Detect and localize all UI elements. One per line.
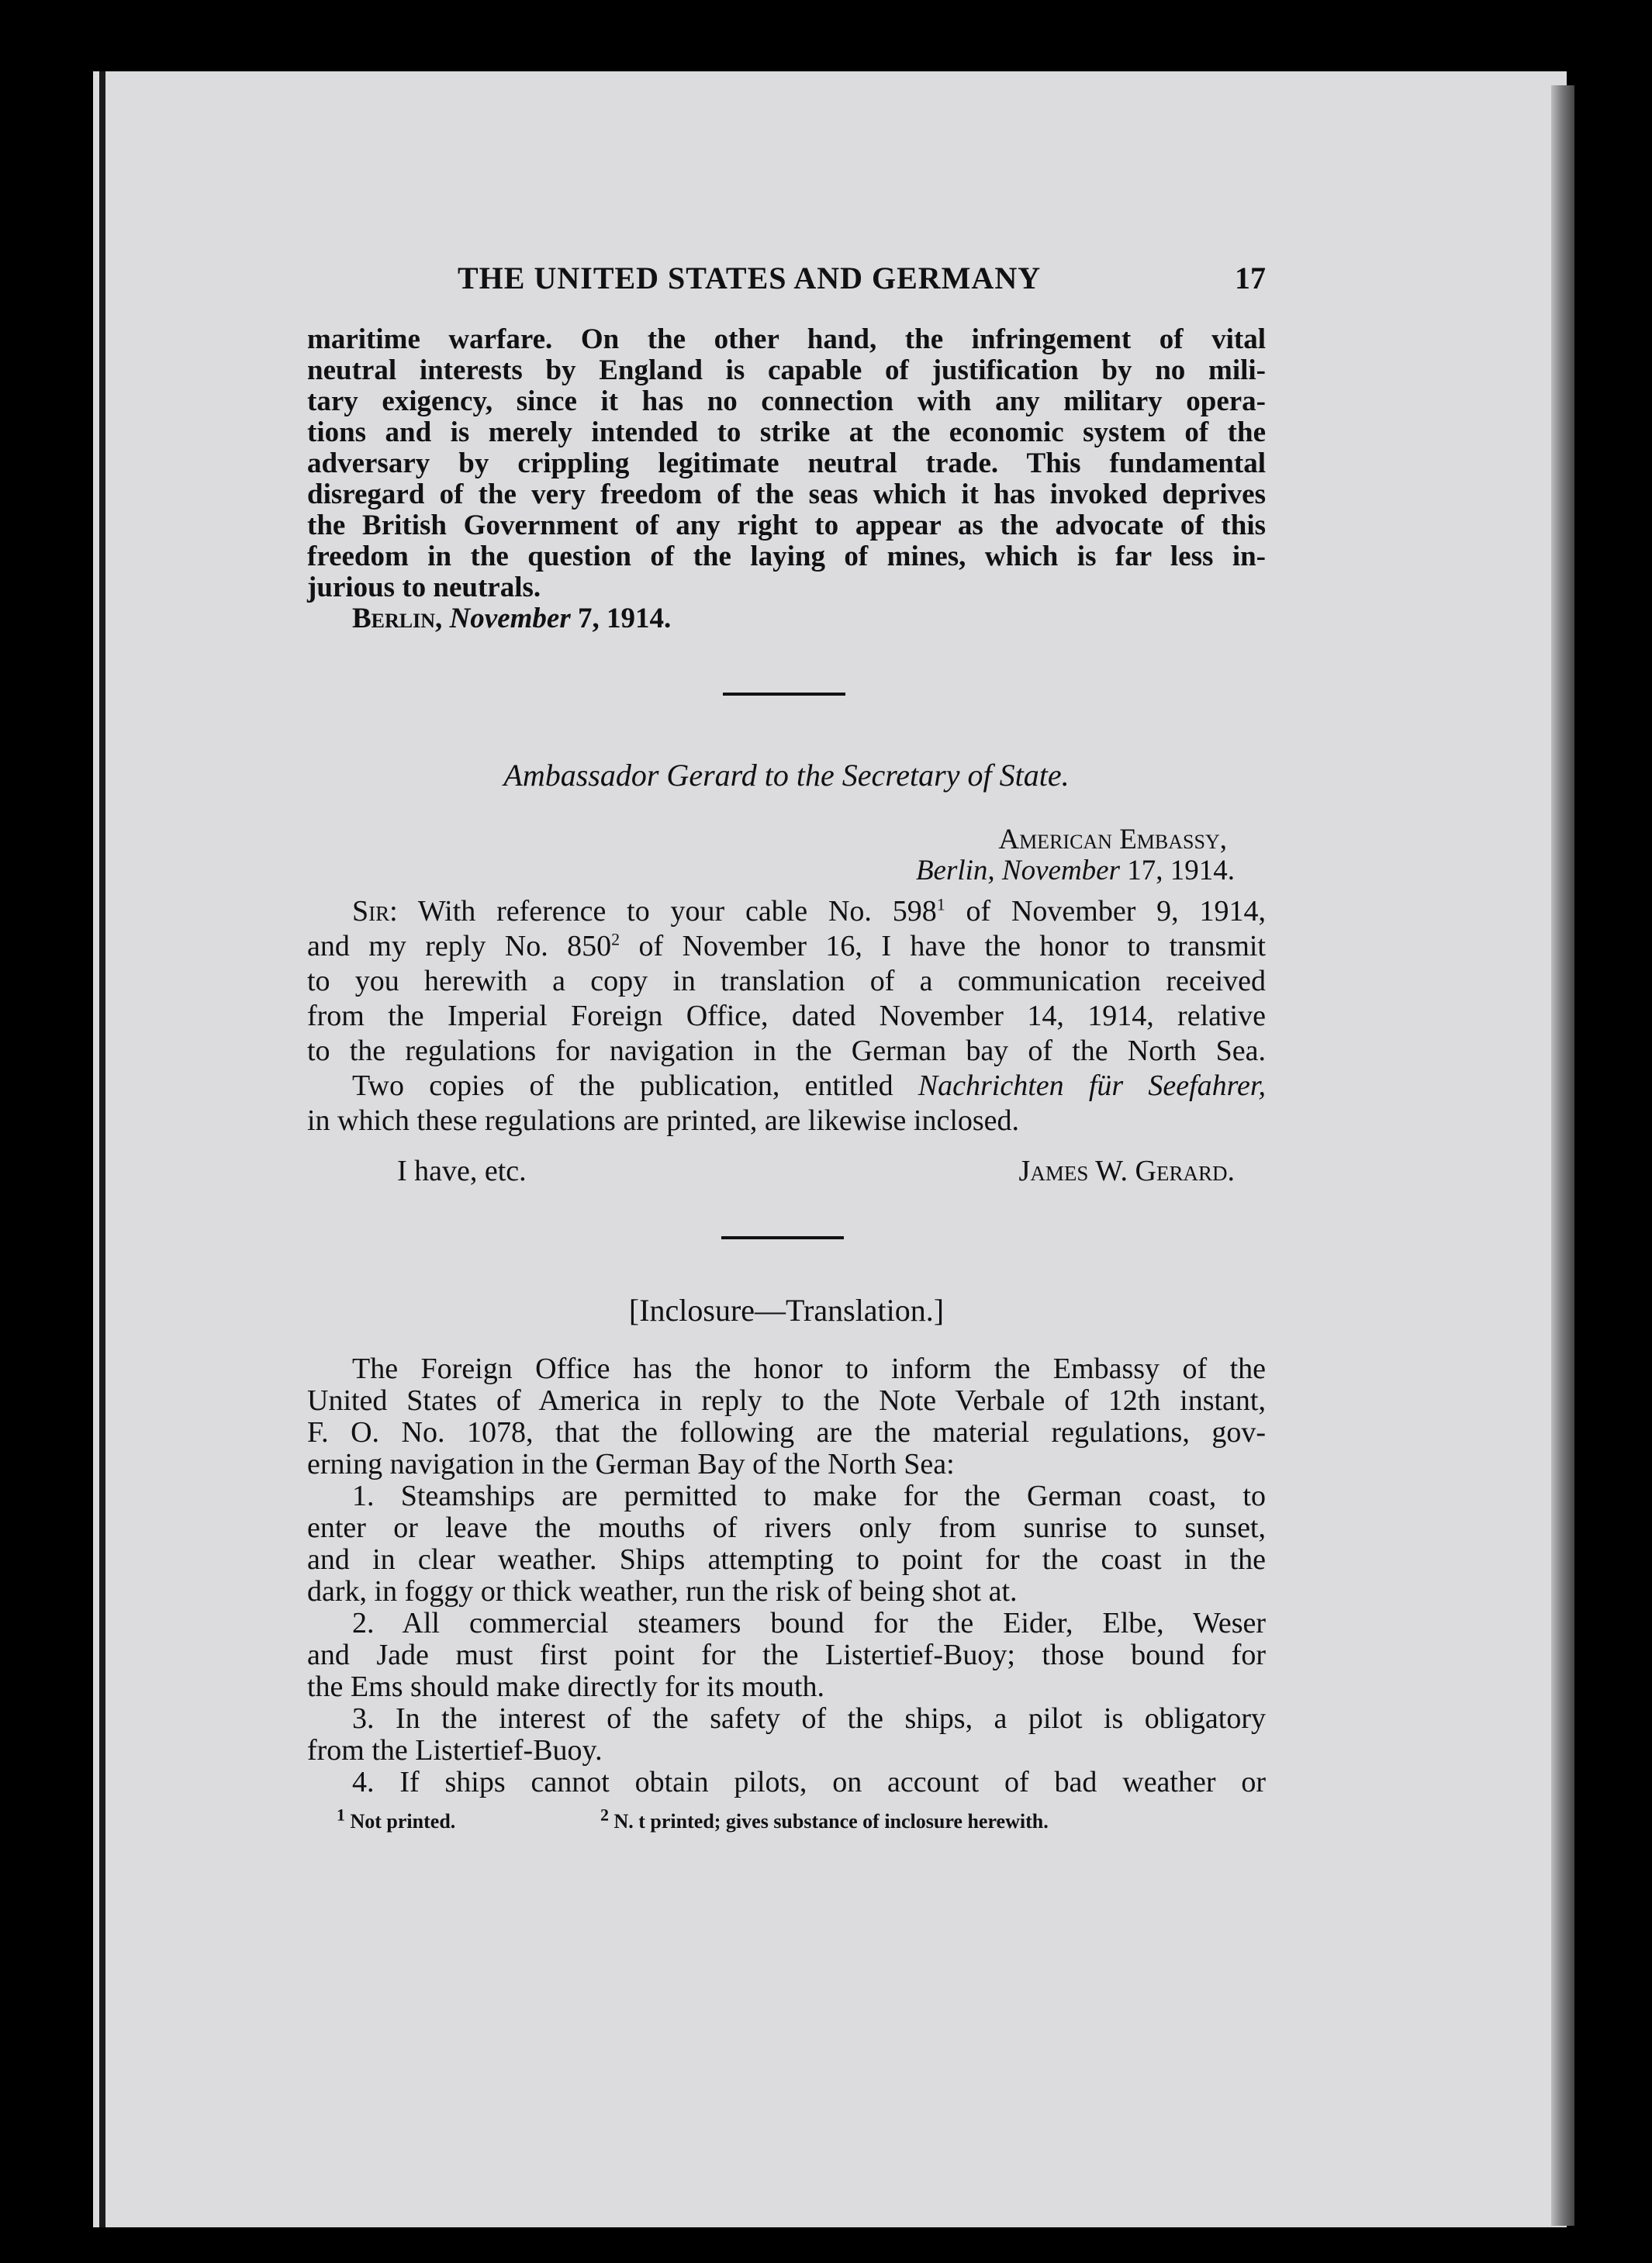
address-city: Berlin, xyxy=(915,855,995,886)
footnote-text: N. t printed; gives substance of inclosure herewith. xyxy=(609,1810,1049,1833)
text-line: 3. In the interest of the safety of the ships, a pilot is obligatory xyxy=(352,1702,1266,1735)
footnote-ref: 2 xyxy=(611,929,620,949)
letter-heading: Ambassador Gerard to the Secretary of State. xyxy=(503,758,1070,793)
salutation: Sir: xyxy=(352,895,398,928)
text-line: The Foreign Office has the honor to inform the Embassy of the xyxy=(352,1353,1266,1385)
text-line: the Ems should make directly for its mouth. xyxy=(307,1670,825,1703)
text-line: adversary by crippling legitimate neutral trade. This fundamental xyxy=(307,447,1266,479)
dateline-month: November xyxy=(449,603,571,634)
text-line: and Jade must first point for the Listertief-Buoy; those bound for xyxy=(307,1639,1266,1671)
address-date: 17, 1914. xyxy=(1120,855,1235,886)
text-line: maritime warfare. On the other hand, the infringement of vital xyxy=(307,323,1266,355)
footnote-text: Not printed. xyxy=(345,1810,456,1833)
dateline xyxy=(307,603,671,634)
inclosure-heading: [Inclosure—Translation.] xyxy=(628,1293,945,1328)
footnote-ref: 1 xyxy=(936,894,945,914)
text-line: from the Listertief-Buoy. xyxy=(307,1734,603,1767)
text-line: tary exigency, since it has no connection with any military opera- xyxy=(307,385,1266,417)
text-run: of November 9, 1914, xyxy=(945,895,1266,928)
text-run: With reference to your cable No. 598 xyxy=(397,895,937,928)
address-block xyxy=(307,824,1266,886)
text-line: United States of America in reply to the Note Verbale of 12th instant, xyxy=(307,1384,1266,1417)
address-dateline xyxy=(307,855,1235,886)
text-run: Two copies of the publication, entitled xyxy=(352,1069,918,1102)
text-line: tions and is merely intended to strike at the economic system of the xyxy=(307,416,1266,448)
inclosure-body xyxy=(307,1353,1266,1798)
page-edge xyxy=(1551,85,1574,2226)
text-line: 1. Steamships are permitted to make for the German coast, to xyxy=(352,1480,1266,1512)
text-line xyxy=(307,929,1266,964)
text-run: of November 16, I have the honor to transmit xyxy=(620,930,1266,962)
closing-line xyxy=(307,1156,1266,1187)
embassy-name: American Embassy, xyxy=(998,824,1227,855)
text-line: jurious to neutrals. xyxy=(307,572,541,603)
text-line: and in clear weather. Ships attempting to point for the coast in the xyxy=(307,1543,1266,1576)
page-number: 17 xyxy=(1235,261,1266,295)
text-line: in which these regulations are printed, are likewise inclosed. xyxy=(307,1104,1020,1137)
signature: James W. Gerard. xyxy=(1018,1155,1235,1187)
text-line: from the Imperial Foreign Office, dated November 14, 1914, relative xyxy=(307,1000,1266,1032)
running-header xyxy=(310,260,1266,299)
closing: I have, etc. xyxy=(397,1155,527,1187)
text-line: disregard of the very freedom of the seas which it has invoked deprives xyxy=(307,479,1266,510)
text-line: F. O. No. 1078, that the following are the material regulations, gov- xyxy=(307,1416,1266,1449)
footnote-mark: 2 xyxy=(600,1805,609,1825)
footnote-mark: 1 xyxy=(337,1805,345,1825)
text-line xyxy=(307,1069,1266,1104)
publication-title: Nachrichten für Seefahrer, xyxy=(918,1069,1266,1102)
text-line: 2. All commercial steamers bound for the Eider, Elbe, Weser xyxy=(352,1607,1266,1639)
text-line: to the regulations for navigation in the German bay of the North Sea. xyxy=(307,1035,1266,1067)
text-line: dark, in foggy or thick weather, run the risk of being shot at. xyxy=(307,1575,1018,1608)
footnote-1 xyxy=(337,1805,456,1833)
footnote-2 xyxy=(600,1805,1049,1833)
paragraph-1 xyxy=(307,324,1266,603)
text-line: freedom in the question of the laying of mines, which is far less in- xyxy=(307,541,1266,572)
text-line: the British Government of any right to appear as the advocate of this xyxy=(307,510,1266,541)
text-line: to you herewith a copy in translation of a communication received xyxy=(307,965,1266,997)
text-line: neutral interests by England is capable of justification by no mili- xyxy=(307,354,1266,386)
running-title: THE UNITED STATES AND GERMANY xyxy=(458,261,1042,295)
address-month: November xyxy=(1001,855,1120,886)
page-gutter-rule xyxy=(99,71,105,2227)
section-divider xyxy=(721,1236,844,1239)
dateline-date: 7, 1914. xyxy=(570,603,672,634)
text-line xyxy=(307,894,1266,929)
text-line: enter or leave the mouths of rivers only from sunrise to sunset, xyxy=(307,1512,1266,1544)
text-line: 4. If ships cannot obtain pilots, on account of bad weather or xyxy=(352,1766,1266,1798)
text-line: erning navigation in the German Bay of the North Sea: xyxy=(307,1448,955,1480)
text-run: and my reply No. 850 xyxy=(307,930,612,962)
section-divider xyxy=(723,693,845,696)
letter-body xyxy=(307,894,1266,1138)
dateline-place: Berlin, xyxy=(352,603,443,634)
